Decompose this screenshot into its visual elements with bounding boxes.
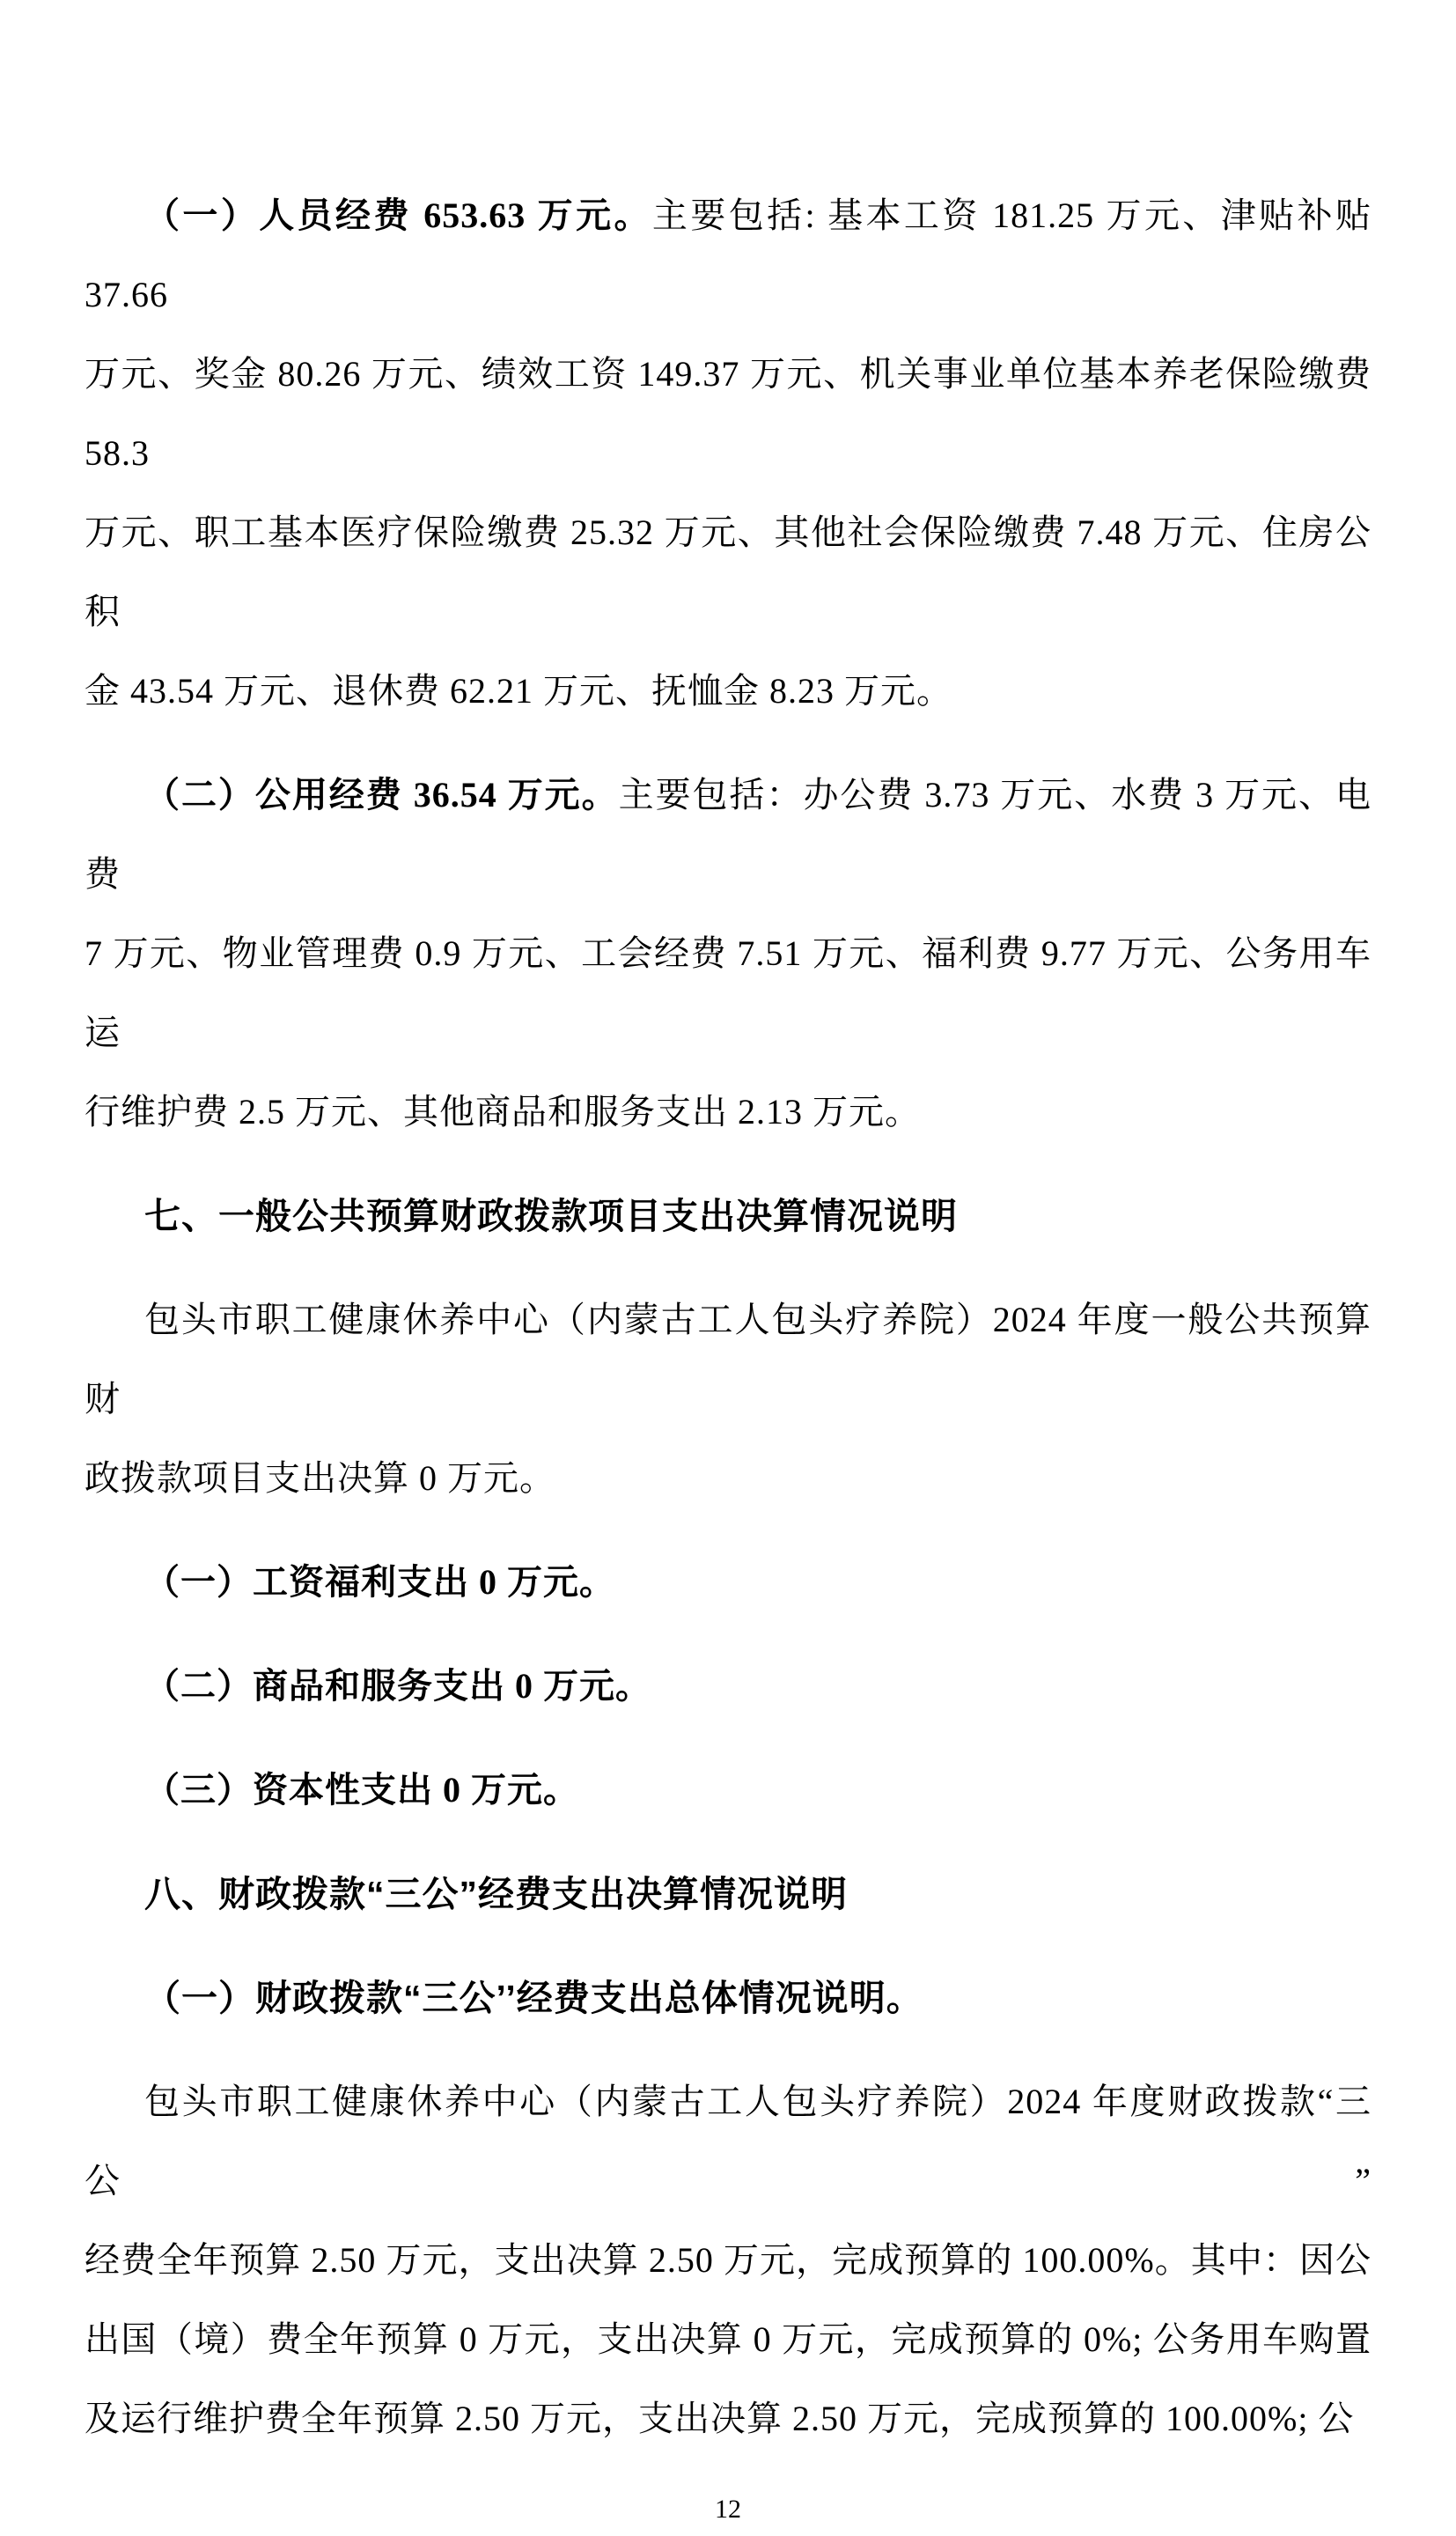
section-eight-heading <box>85 1854 1371 1934</box>
three-public-line3: 出国（境）费全年预算 0 万元，支出决算 0 万元，完成预算的 0%; 公务用车购置 <box>85 2319 1371 2359</box>
personnel-expense-paragraph <box>85 176 1371 731</box>
wage-welfare-item <box>85 1543 1371 1622</box>
three-public-detail-paragraph <box>85 2062 1371 2459</box>
section-eight-heading-text: 八、财政拨款“三公”经费支出决算情况说明 <box>144 1874 848 1914</box>
personnel-expense-line2: 万元、奖金 80.26 万元、绩效工资 149.37 万元、机关事业单位基本养老保险缴费 58.3 <box>85 354 1371 473</box>
project-expenditure-line1: 包头市职工健康休养中心（内蒙古工人包头疗养院）2024 年度一般公共预算财 <box>85 1300 1371 1419</box>
page-footer <box>85 2483 1371 2536</box>
wage-welfare-item-text: （一）工资福利支出 0 万元。 <box>144 1562 615 1602</box>
project-expenditure-paragraph <box>85 1280 1371 1518</box>
text-line <box>85 176 1371 335</box>
capital-expenditure-item <box>85 1751 1371 1830</box>
public-expense-lead: （二）公用经费 36.54 万元。 <box>144 775 619 815</box>
page-number: 12 <box>715 2495 741 2524</box>
public-expense-paragraph <box>85 756 1371 1152</box>
goods-services-item <box>85 1647 1371 1726</box>
three-public-line4: 及运行维护费全年预算 2.50 万元，支出决算 2.50 万元，完成预算的 100.00%; 公 <box>85 2399 1355 2438</box>
personnel-expense-lead: （一）人员经费 653.63 万元。 <box>144 195 652 235</box>
personnel-expense-line1: 主要包括: 基本工资 181.25 万元、津贴补贴 37.66 <box>85 195 1371 314</box>
public-expense-line3: 行维护费 2.5 万元、其他商品和服务支出 2.13 万元。 <box>85 1092 921 1132</box>
section-seven-heading-text: 七、一般公共预算财政拨款项目支出决算情况说明 <box>144 1196 958 1236</box>
three-public-line2: 经费全年预算 2.50 万元，支出决算 2.50 万元，完成预算的 100.00%。其中：因公 <box>85 2240 1371 2280</box>
capital-expenditure-item-text: （三）资本性支出 0 万元。 <box>144 1770 579 1810</box>
three-public-overview-subheading-text: （一）财政拨款“三公’’经费支出总体情况说明。 <box>144 1978 923 2018</box>
public-expense-line1: 主要包括：办公费 3.73 万元、水费 3 万元、电费 <box>85 775 1371 894</box>
personnel-expense-line3: 万元、职工基本医疗保险缴费 25.32 万元、其他社会保险缴费 7.48 万元、住房公积 <box>85 512 1371 631</box>
project-expenditure-line2: 政拨款项目支出决算 0 万元。 <box>85 1458 555 1498</box>
three-public-overview-subheading <box>85 1958 1371 2038</box>
personnel-expense-line4: 金 43.54 万元、退休费 62.21 万元、抚恤金 8.23 万元。 <box>85 671 952 711</box>
three-public-line1: 包头市职工健康休养中心（内蒙古工人包头疗养院）2024 年度财政拨款“三公” <box>85 2082 1371 2201</box>
goods-services-item-text: （二）商品和服务支出 0 万元。 <box>144 1666 651 1706</box>
section-seven-heading <box>85 1176 1371 1256</box>
public-expense-line2: 7 万元、物业管理费 0.9 万元、工会经费 7.51 万元、福利费 9.77 万元、公务用车运 <box>85 933 1371 1052</box>
text-line <box>85 756 1371 914</box>
